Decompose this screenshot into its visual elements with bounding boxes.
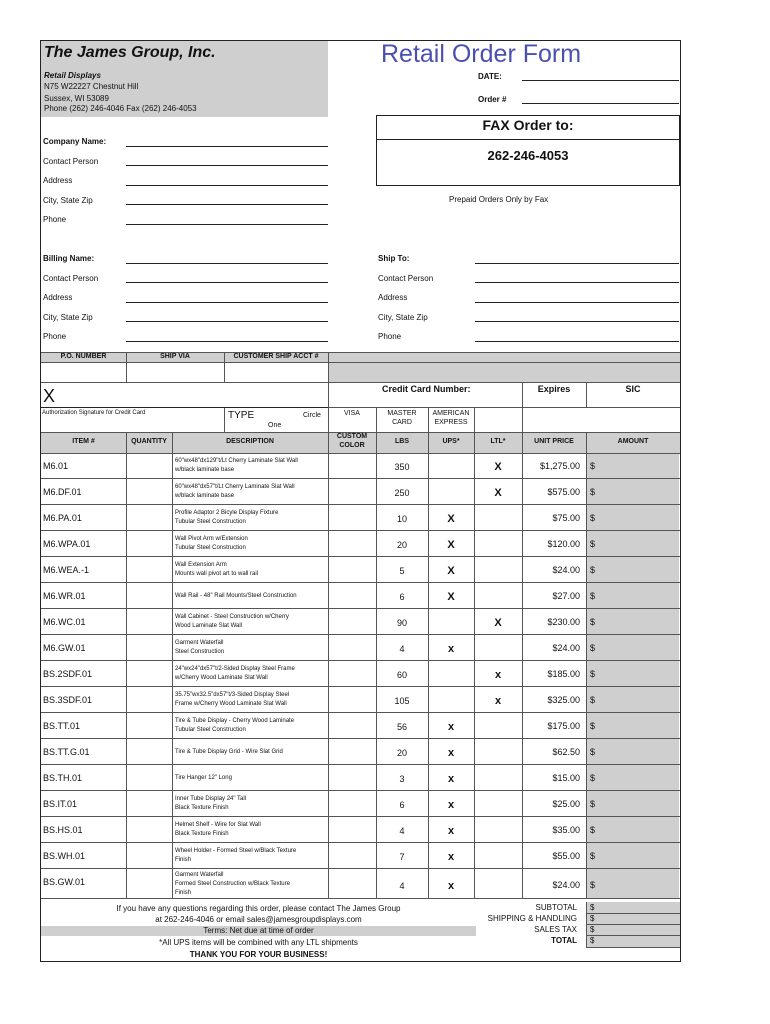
item-number: BS.2SDF.01 — [43, 669, 93, 679]
quantity-input[interactable] — [127, 844, 171, 868]
amount-value[interactable]: $ — [590, 539, 596, 549]
ups-mark[interactable]: X — [447, 565, 455, 577]
sales-tax-value[interactable]: $ — [590, 925, 595, 934]
billing-phone-field[interactable] — [126, 341, 328, 342]
order-label: Order # — [478, 95, 507, 104]
custom-color-input[interactable] — [329, 506, 375, 530]
ups-mark[interactable]: x — [447, 825, 455, 837]
unit-price: $175.00 — [547, 721, 580, 731]
tot-l1 — [586, 913, 680, 914]
sic-field[interactable] — [586, 395, 680, 407]
po-div-1 — [126, 352, 127, 382]
lbs-value: 4 — [399, 826, 405, 836]
amount-cell[interactable] — [587, 479, 679, 504]
lbs-value: 105 — [394, 696, 410, 706]
quantity-input[interactable] — [127, 714, 171, 738]
unit-price: $325.00 — [547, 695, 580, 705]
amount-cell[interactable] — [587, 765, 679, 790]
amount-value[interactable]: $ — [590, 851, 596, 861]
ups-mark[interactable]: X — [447, 513, 455, 525]
item-number: M6.WR.01 — [43, 591, 86, 601]
th-custom-color-2: COLOR — [339, 442, 365, 449]
th-item: ITEM # — [72, 438, 95, 445]
billing-name-label: Billing Name: — [43, 254, 95, 263]
quantity-input[interactable] — [127, 532, 171, 556]
ups-mark[interactable]: x — [447, 773, 455, 785]
th-top — [41, 432, 680, 433]
shipping-value[interactable]: $ — [590, 914, 595, 923]
ship-phone-label: Phone — [378, 332, 402, 341]
item-number: BS.TT.G.01 — [43, 747, 90, 757]
th-unit-price: UNIT PRICE — [534, 438, 574, 445]
description-line1: Tire & Tube Display Grid - Wire Slat Grid — [175, 749, 283, 755]
ups-mark[interactable]: X — [447, 591, 455, 603]
lbs-value: 60 — [396, 670, 407, 680]
lbs-value: 90 — [396, 618, 407, 628]
item-number: M6.PA.01 — [43, 513, 82, 523]
amount-value[interactable]: $ — [590, 591, 596, 601]
unit-price: $24.00 — [552, 565, 580, 575]
item-number: M6.DF.01 — [43, 487, 82, 497]
card-visa[interactable]: VISA — [344, 410, 360, 417]
card-amex-1[interactable]: AMERICAN — [432, 410, 470, 417]
lbs-value: 20 — [396, 748, 407, 758]
po-number-input[interactable] — [41, 362, 126, 382]
custom-color-input[interactable] — [329, 636, 375, 660]
th-amount: AMOUNT — [617, 438, 649, 445]
signature-field[interactable] — [62, 384, 326, 408]
date-label: DATE: — [478, 72, 502, 81]
lbs-value: 6 — [399, 592, 405, 602]
description-line1: Garment Waterfall — [175, 872, 224, 878]
ltl-mark[interactable]: X — [494, 617, 502, 629]
ship-address-field[interactable] — [475, 302, 679, 303]
quantity-input[interactable] — [127, 792, 171, 816]
custom-color-input[interactable] — [329, 792, 375, 816]
expires-field[interactable] — [522, 395, 586, 407]
description-line2: Steel Construction — [175, 649, 225, 655]
description-line1: Profile Adaptor 2 Bicyle Display Fixture — [175, 510, 279, 516]
billing-city-field[interactable] — [126, 321, 328, 322]
unit-price: $120.00 — [547, 539, 580, 549]
custom-color-input[interactable] — [329, 558, 375, 582]
ship-via-input[interactable] — [126, 362, 224, 382]
amount-cell[interactable] — [587, 583, 679, 608]
amount-value[interactable]: $ — [590, 695, 596, 705]
lbs-value: 6 — [399, 800, 405, 810]
lbs-value: 7 — [399, 852, 405, 862]
card-mastercard-1[interactable]: MASTER — [387, 410, 417, 417]
quantity-input[interactable] — [127, 662, 171, 686]
th-ltl: LTL* — [490, 438, 506, 445]
amount-cell[interactable] — [587, 635, 679, 660]
description-line1: Wall Extension Arm — [175, 562, 227, 568]
quantity-input[interactable] — [127, 870, 171, 898]
description-line2: Tubular Steel Construction — [175, 519, 246, 525]
type-div — [224, 408, 225, 432]
item-number: M6.01 — [43, 461, 69, 471]
custom-color-input[interactable] — [329, 454, 375, 478]
custom-color-input[interactable] — [329, 688, 375, 712]
card-amex-2[interactable]: EXPRESS — [434, 419, 468, 426]
ship-city-label: City, State Zip — [378, 313, 428, 322]
table-column-divider — [126, 432, 127, 899]
address-label: Address — [43, 176, 73, 185]
fax-title: FAX Order to: — [482, 117, 574, 133]
footer-line1: If you have any questions regarding this order, please contact The James Group — [116, 904, 401, 913]
th-custom-color-1: CUSTOM — [336, 433, 368, 440]
th-quantity: QUANTITY — [131, 438, 167, 445]
description-line1: Garment Waterfall — [175, 640, 224, 646]
unit-price: $35.00 — [552, 825, 580, 835]
description-line1: Wall Rail - 48" Rail Mounts/Steel Construction — [175, 593, 297, 599]
item-number: BS.IT.01 — [43, 799, 78, 809]
amount-value[interactable]: $ — [590, 513, 596, 523]
ship-city-field[interactable] — [475, 321, 679, 322]
description-line1: Helmet Shelf - Wire for Slat Wall — [175, 822, 261, 828]
ups-mark[interactable]: x — [447, 643, 455, 655]
po-input-row-right — [328, 362, 680, 382]
amount-cell[interactable] — [587, 843, 679, 868]
description-line3: Finish — [175, 890, 192, 896]
amount-value[interactable]: $ — [590, 721, 596, 731]
custom-color-input[interactable] — [329, 714, 375, 738]
footer-terms: Terms: Net due at time of order — [41, 926, 476, 936]
quantity-input[interactable] — [127, 506, 171, 530]
tot-l2 — [586, 924, 680, 925]
signature-line — [41, 407, 328, 408]
table-column-divider — [586, 432, 587, 899]
company-name-label: Company Name: — [43, 137, 107, 146]
item-number: BS.TT.01 — [43, 721, 81, 731]
description-line1: 60"wx48"dx57"t/Lt Cherry Laminate Slat Wall — [175, 484, 295, 490]
ship-to-label: Ship To: — [378, 254, 410, 263]
quantity-input[interactable] — [127, 480, 171, 504]
amount-value[interactable]: $ — [590, 617, 596, 627]
unit-price: $27.00 — [552, 591, 580, 601]
amount-cell[interactable] — [587, 869, 679, 898]
lbs-value: 56 — [396, 722, 407, 732]
card-mastercard-2[interactable]: CARD — [392, 419, 412, 426]
amount-cell[interactable] — [587, 531, 679, 556]
table-column-divider — [474, 432, 475, 899]
ltl-mark[interactable]: X — [494, 487, 502, 499]
ship-to-field[interactable] — [475, 263, 679, 264]
custom-color-input[interactable] — [329, 584, 375, 608]
ups-mark[interactable]: X — [447, 539, 455, 551]
quantity-input[interactable] — [127, 740, 171, 764]
ship-via-header: SHIP VIA — [160, 353, 190, 360]
cc-number-label: Credit Card Number: — [382, 384, 471, 394]
billing-name-field[interactable] — [126, 263, 328, 264]
pay-v6 — [586, 382, 587, 407]
amount-cell[interactable] — [587, 687, 679, 712]
amount-cell[interactable] — [587, 505, 679, 530]
amount-value[interactable]: $ — [590, 880, 596, 890]
custom-color-input[interactable] — [329, 870, 375, 898]
ups-mark[interactable]: x — [447, 851, 455, 863]
description-line1: 24"wx24"dx57"t/2-Sided Display Steel Frame — [175, 666, 295, 672]
table-column-divider — [172, 432, 173, 899]
unit-price: $75.00 — [552, 513, 580, 523]
tot-l4 — [586, 947, 680, 948]
footer-thanks: THANK YOU FOR YOUR BUSINESS! — [189, 950, 328, 959]
ltl-mark[interactable]: x — [494, 669, 502, 681]
company-phone-fax: Phone (262) 246-4046 Fax (262) 246-4053 — [44, 104, 197, 113]
ship-acct-header: CUSTOMER SHIP ACCT # — [233, 353, 319, 360]
ups-mark[interactable]: x — [447, 799, 455, 811]
lbs-value: 4 — [399, 881, 405, 891]
th-ups: UPS* — [442, 438, 460, 445]
auth-label: Authorization Signature for Credit Card — [42, 410, 146, 416]
totals-block — [586, 902, 680, 948]
ups-mark[interactable]: x — [447, 721, 455, 733]
description-line1: Wheel Holder - Formed Steel w/Black Texture — [175, 848, 297, 854]
po-mid-line — [41, 362, 680, 363]
custom-color-input[interactable] — [329, 766, 375, 790]
pay-line — [328, 407, 680, 408]
description-line1: 60"wx48"dx129"t/Lt Cherry Laminate Slat Wall — [175, 458, 298, 464]
unit-price: $15.00 — [552, 773, 580, 783]
item-number: M6.WPA.01 — [43, 539, 91, 549]
th-description: DESCRIPTION — [226, 438, 274, 445]
total-label: TOTAL — [551, 936, 577, 945]
ltl-mark[interactable]: X — [494, 461, 502, 473]
type-label: TYPE — [228, 410, 255, 421]
unit-price: $62.50 — [552, 747, 580, 757]
lbs-value: 350 — [394, 462, 410, 472]
po-top-line — [41, 352, 680, 353]
pay-v2 — [376, 407, 377, 432]
address-field[interactable] — [126, 185, 328, 186]
tot-l3 — [586, 935, 680, 936]
description-line2: Wood Laminate Slat Wall — [175, 623, 243, 629]
description-line1: Tire & Tube Display - Cherry Wood Laminate — [175, 718, 295, 724]
sales-tax-label: SALES TAX — [534, 925, 577, 934]
unit-price: $25.00 — [552, 799, 580, 809]
lbs-value: 5 — [399, 566, 405, 576]
lbs-value: 10 — [396, 514, 407, 524]
item-number: BS.WH.01 — [43, 851, 86, 861]
item-number: M6.WEA.-1 — [43, 565, 90, 575]
sic-label: SIC — [625, 384, 641, 394]
ship-phone-field[interactable] — [475, 341, 679, 342]
city-state-zip-label: City, State Zip — [43, 196, 93, 205]
footer-line2: at 262-246-4046 or email sales@jamesgroupdisplays.com — [155, 915, 362, 924]
table-column-divider — [328, 432, 329, 899]
po-number-header: P.O. NUMBER — [60, 353, 107, 360]
amount-value[interactable]: $ — [590, 565, 596, 575]
po-div-2 — [224, 352, 225, 382]
unit-price: $24.00 — [552, 880, 580, 890]
expires-label: Expires — [537, 384, 571, 394]
amount-value[interactable]: $ — [590, 747, 596, 757]
amount-cell[interactable] — [587, 791, 679, 816]
custom-color-input[interactable] — [329, 662, 375, 686]
contact-person-field[interactable] — [126, 165, 328, 166]
po-bottom-line — [41, 382, 680, 383]
po-div-3 — [328, 352, 329, 382]
city-state-zip-field[interactable] — [126, 204, 328, 205]
billing-contact-label: Contact Person — [43, 274, 99, 283]
lbs-value: 4 — [399, 644, 405, 654]
ship-address-label: Address — [378, 293, 408, 302]
table-column-divider — [376, 432, 377, 899]
amount-value[interactable]: $ — [590, 643, 596, 653]
pay-v3 — [428, 407, 429, 432]
cc-number-field[interactable] — [328, 395, 522, 407]
one-label: One — [268, 422, 282, 429]
company-address2: Sussex, WI 53089 — [44, 94, 109, 103]
billing-address-field[interactable] — [126, 302, 328, 303]
subtotal-label: SUBTOTAL — [535, 903, 577, 912]
description-line1: Inner Tube Display 24" Tall — [175, 796, 247, 802]
signature-x: X — [43, 386, 56, 406]
amount-value[interactable]: $ — [590, 773, 596, 783]
amount-value[interactable]: $ — [590, 825, 596, 835]
shipping-label: SHIPPING & HANDLING — [487, 914, 577, 923]
billing-phone-label: Phone — [43, 332, 67, 341]
table-column-divider — [522, 432, 523, 899]
total-value[interactable]: $ — [590, 936, 595, 945]
description-line2: Tubular Steel Construction — [175, 727, 246, 733]
description-line2: Mounts wall pivot art to wall rail — [175, 571, 259, 577]
description-line2: w/Cherry Wood Laminate Slat Wall — [175, 675, 268, 681]
custom-color-input[interactable] — [329, 610, 375, 634]
description-line1: Tire Hanger 12" Long — [175, 775, 232, 781]
description-line2: Finish — [175, 857, 192, 863]
amount-value[interactable]: $ — [590, 487, 596, 497]
quantity-input[interactable] — [127, 584, 171, 608]
amount-cell[interactable] — [587, 557, 679, 582]
phone-label: Phone — [43, 215, 67, 224]
description-line2: Black Texture Finish — [175, 831, 229, 837]
custom-color-input[interactable] — [329, 740, 375, 764]
fax-number: 262-246-4053 — [487, 148, 569, 163]
description-line1: Wall Cabinet - Steel Construction w/Cherry — [175, 614, 289, 620]
table-header-bottom — [41, 453, 680, 454]
tot-v — [586, 902, 587, 948]
ship-contact-field[interactable] — [475, 282, 679, 283]
amount-cell[interactable] — [587, 817, 679, 842]
item-number: BS.TH.01 — [43, 773, 83, 783]
phone-field[interactable] — [126, 224, 328, 225]
fax-divider — [376, 139, 680, 140]
unit-price: $575.00 — [547, 487, 580, 497]
unit-price: $185.00 — [547, 669, 580, 679]
description-line2: w/black laminate base — [175, 467, 235, 473]
contact-person-label: Contact Person — [43, 157, 99, 166]
description-line2: Tubular Steel Construction — [175, 545, 246, 551]
amount-cell[interactable] — [587, 453, 679, 478]
table-column-divider — [428, 432, 429, 899]
description-line1: 35.75"wx32.5"dx57"t/3-Sided Display Steel — [175, 692, 290, 698]
description-line1: Wall Pivot Arm w/Extension — [175, 536, 248, 542]
item-number: BS.GW.01 — [43, 877, 86, 887]
quantity-input[interactable] — [127, 610, 171, 634]
unit-price: $24.00 — [552, 643, 580, 653]
ups-mark[interactable]: x — [447, 880, 455, 892]
company-name-field[interactable] — [126, 146, 328, 147]
unit-price: $55.00 — [552, 851, 580, 861]
description-line2: w/black laminate base — [175, 493, 235, 499]
amount-cell[interactable] — [587, 739, 679, 764]
amount-cell[interactable] — [587, 609, 679, 634]
footer-ups-note: *All UPS items will be combined with any LTL shipments — [159, 938, 358, 947]
billing-address-label: Address — [43, 293, 73, 302]
item-number: M6.WC.01 — [43, 617, 86, 627]
lbs-value: 3 — [399, 774, 405, 784]
subtotal-value[interactable]: $ — [590, 903, 595, 912]
quantity-input[interactable] — [127, 558, 171, 582]
quantity-input[interactable] — [127, 766, 171, 790]
amount-cell[interactable] — [587, 713, 679, 738]
billing-contact-field[interactable] — [126, 282, 328, 283]
item-number: BS.HS.01 — [43, 825, 83, 835]
quantity-input[interactable] — [127, 818, 171, 842]
company-division: Retail Displays — [44, 71, 101, 80]
item-number: M6.GW.01 — [43, 643, 86, 653]
amount-value[interactable]: $ — [590, 669, 596, 679]
custom-color-input[interactable] — [329, 844, 375, 868]
th-lbs: LBS — [395, 438, 409, 445]
lbs-value: 250 — [394, 488, 410, 498]
date-field[interactable] — [522, 80, 679, 81]
ltl-mark[interactable]: x — [494, 695, 502, 707]
form-title: Retail Order Form — [381, 40, 582, 68]
quantity-input[interactable] — [127, 688, 171, 712]
ship-contact-label: Contact Person — [378, 274, 434, 283]
ups-mark[interactable]: x — [447, 747, 455, 759]
quantity-input[interactable] — [127, 454, 171, 478]
custom-color-input[interactable] — [329, 480, 375, 504]
circle-label: Circle — [303, 412, 321, 419]
company-address1: N75 W22227 Chestnut Hill — [44, 82, 139, 91]
company-name: The James Group, Inc. — [44, 44, 216, 61]
pay-v4 — [474, 407, 475, 432]
amount-cell[interactable] — [587, 661, 679, 686]
item-number: BS.3SDF.01 — [43, 695, 93, 705]
prepaid-note: Prepaid Orders Only by Fax — [449, 195, 549, 204]
ship-acct-input[interactable] — [224, 362, 328, 382]
amount-value[interactable]: $ — [590, 799, 596, 809]
unit-price: $1,275.00 — [539, 461, 580, 471]
billing-city-label: City, State Zip — [43, 313, 93, 322]
custom-color-input[interactable] — [329, 818, 375, 842]
description-line2: Frame w/Cherry Wood Laminate Slat Wall — [175, 701, 287, 707]
unit-price: $230.00 — [547, 617, 580, 627]
quantity-input[interactable] — [127, 636, 171, 660]
amount-value[interactable]: $ — [590, 461, 596, 471]
order-number-field[interactable] — [522, 103, 679, 104]
custom-color-input[interactable] — [329, 532, 375, 556]
lbs-value: 20 — [396, 540, 407, 550]
description-line2: Formed Steel Construction w/Black Texture — [175, 881, 290, 887]
description-line2: Black Texture Finish — [175, 805, 229, 811]
